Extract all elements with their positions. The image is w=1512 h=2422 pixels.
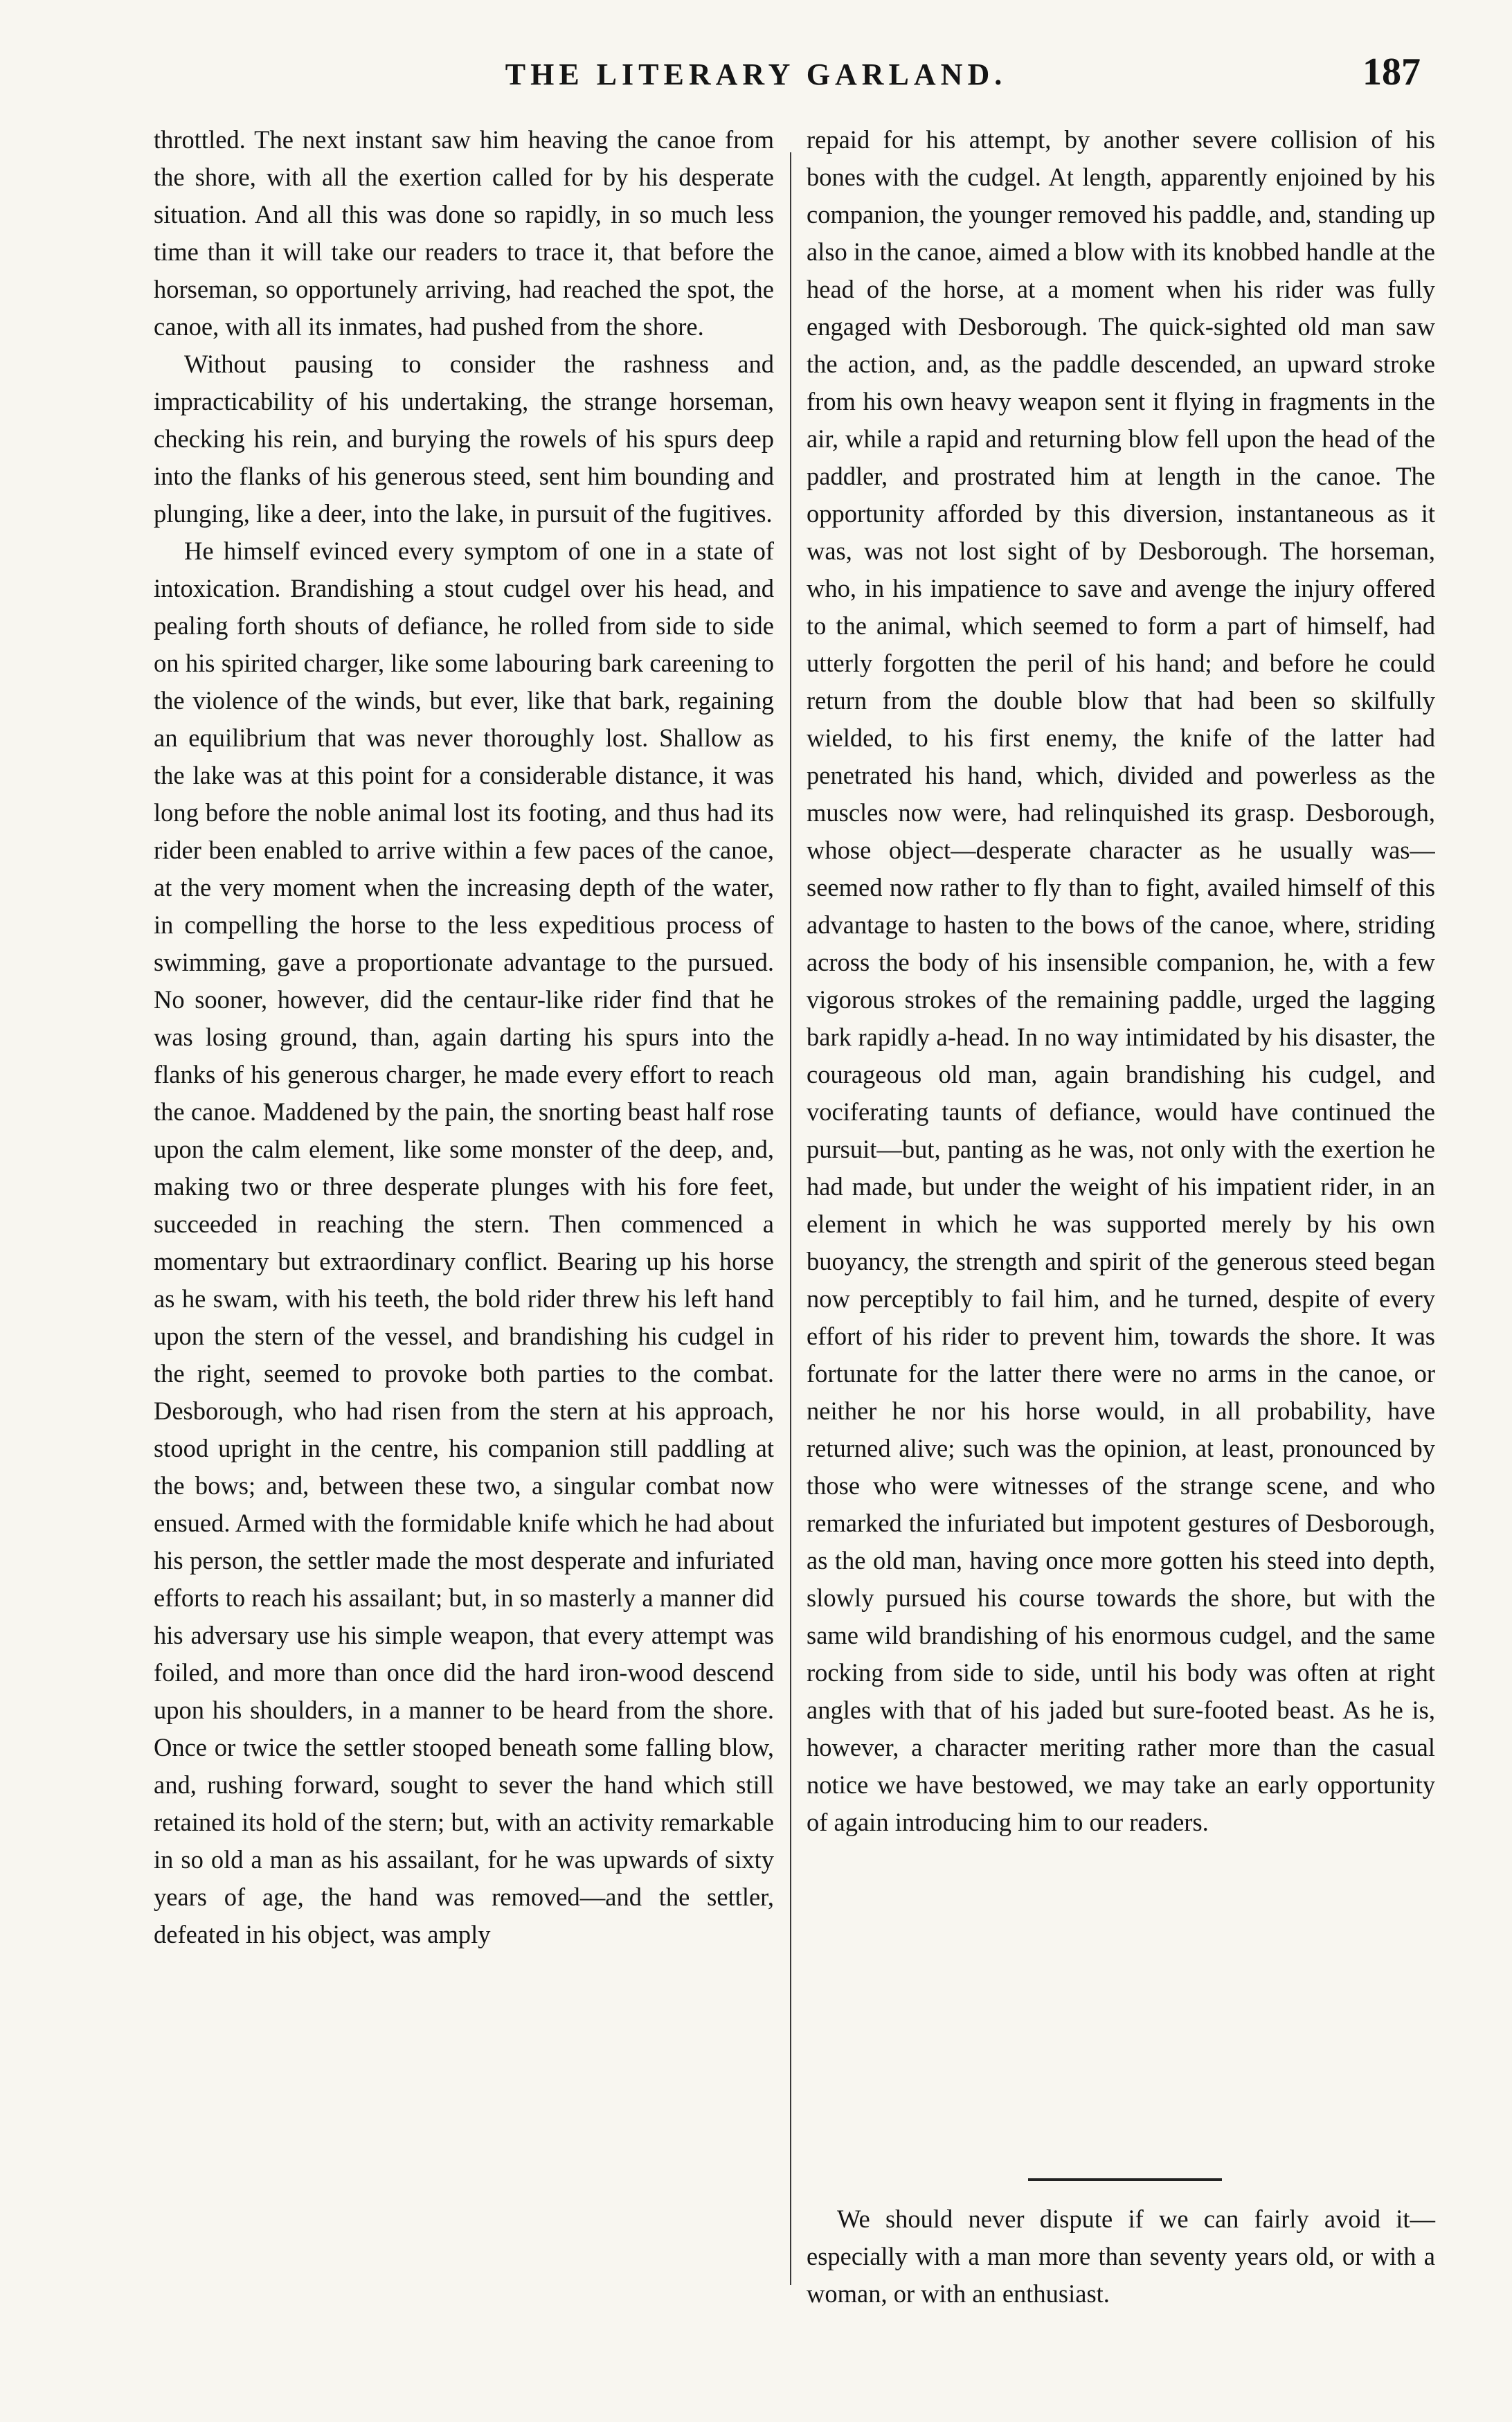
- paragraph: He himself evinced every symptom of one in a state of intoxication. Brandishing a stout cudgel over his head, and pealing forth shouts of defiance, he rolled from side to side on his spirited charger, like some labouring bark careening to the violence of the winds, but ever, like that bark, regaining an equilibrium that was never thoroughly lost. Shallow as the lake was at this point for a considerable distance, it was long before the noble animal lost its footing, and thus had its rider been enabled to arrive within a few paces of the canoe, at the very moment when the increasing depth of the water, in compelling the horse to the less expeditious process of swimming, gave a proportionate advantage to the pursued. No sooner, however, did the centaur-like rider find that he was losing ground, than, again darting his spurs into the flanks of his generous charger, he made every effort to reach the canoe. Maddened by the pain, the snorting beast half rose upon the calm element, like some monster of the deep, and, making two or three desperate plunges with his fore feet, succeeded in reaching the stern. Then commenced a momentary but extraordinary conflict. Bearing up his horse as he swam, with his teeth, the bold rider threw his left hand upon the stern of the vessel, and brandishing his cudgel in the right, seemed to provoke both parties to the combat. Desborough, who had risen from the stern at his approach, stood upright in the centre, his companion still paddling at the bows; and, between these two, a singular combat now ensued. Armed with the formidable knife which he had about his person, the settler made the most desperate and infuriated efforts to reach his assailant; but, in so masterly a manner did his adversary use his simple weapon, that every attempt was foiled, and more than once did the hard iron-wood descend upon his shoulders, in a manner to be heard from the shore. Once or twice the settler stooped beneath some falling blow, and, rushing forward, sought to sever the hand which still retained its hold of the stern; but, with an activity remarkable in so old a man as his assailant, for he was upwards of sixty years of age, the hand was removed—and the settler, defeated in his object, was amply: [154, 537, 774, 1948]
- page-number: 187: [1362, 51, 1421, 93]
- epigraph: [807, 2200, 1435, 2313]
- right-column: [807, 121, 1435, 2268]
- section-separator-rule: [1028, 2178, 1222, 2181]
- paragraph: throttled. The next instant saw him heaving the canoe from the shore, with all the exertion called for by his desperate situation. And all this was done so rapidly, in so much less time than it will take our readers to trace it, that before the horseman, so opportunely arriving, had reached the spot, the canoe, with all its inmates, had pushed from the shore.: [154, 125, 774, 341]
- column-divider: [790, 152, 791, 2285]
- epigraph-text: We should never dispute if we can fairly avoid it—especially with a man more than seventy years old, or with a woman, or with an enthusiast.: [807, 2205, 1435, 2308]
- left-column: [154, 121, 774, 2268]
- paragraph: Without pausing to consider the rashness and impracticability of his undertaking, the strange horseman, checking his rein, and burying the rowels of his spurs deep into the flanks of his generous steed, sent him bounding and plunging, like a deer, into the lake, in pursuit of the fugitives.: [154, 350, 774, 528]
- paragraph: repaid for his attempt, by another severe collision of his bones with the cudgel. At length, apparently enjoined by his companion, the younger removed his paddle, and, standing up also in the canoe, aimed a blow with its knobbed handle at the head of the horse, at a moment when his rider was fully engaged with Desborough. The quick-sighted old man saw the action, and, as the paddle descended, an upward stroke from his own heavy weapon sent it flying in fragments in the air, while a rapid and returning blow fell upon the head of the paddler, and prostrated him at length in the canoe. The opportunity afforded by this diversion, instantaneous as it was, was not lost sight of by Desborough. The horseman, who, in his impatience to save and avenge the injury offered to the animal, which seemed to form a part of himself, had utterly forgotten the peril of his hand; and before he could return from the double blow that had been so skilfully wielded, to his first enemy, the knife of the latter had penetrated his hand, which, divided and powerless as the muscles now were, had relinquished its grasp. Desborough, whose object—desperate character as he usually was—seemed now rather to fly than to fight, availed himself of this advantage to hasten to the bows of the canoe, where, striding across the body of his insensible companion, he, with a few vigorous strokes of the remaining paddle, urged the lagging bark rapidly a-head. In no way intimidated by his disaster, the courageous old man, again brandishing his cudgel, and vociferating taunts of defiance, would have continued the pursuit—but, panting as he was, not only with the exertion he had made, but under the weight of his impatient rider, in an element in which he was supported merely by his own buoyancy, the strength and spirit of the generous steed began now perceptibly to fail him, and he turned, despite of every effort of his rider to prevent him, towards the shore. It was fortunate for the latter there were no arms in the canoe, or neither he nor his horse would, in all probability, have returned alive; such was the opinion, at least, pronounced by those who were witnesses of the strange scene, and who remarked the infuriated but impotent gestures of Desborough, as the old man, having once more gotten his steed into depth, slowly pursued his course towards the shore, but with the same wild brandishing of his enormous cudgel, and the same rocking from side to side, until his body was often at right angles with that of his jaded but sure-footed beast. As he is, however, a character meriting rather more than the casual notice we have bestowed, we may take an early opportunity of again introducing him to our readers.: [807, 125, 1435, 1836]
- running-title: THE LITERARY GARLAND.: [505, 57, 1007, 91]
